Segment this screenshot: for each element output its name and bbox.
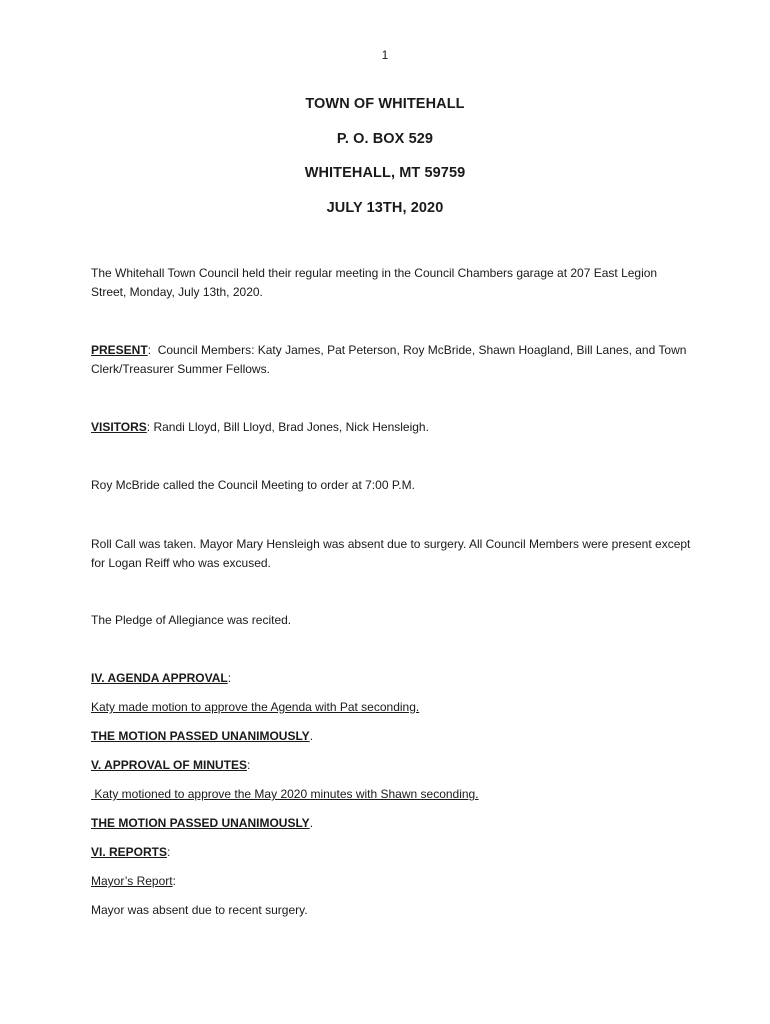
pledge-paragraph: The Pledge of Allegiance was recited. (91, 613, 292, 627)
roll-call-paragraph: Roll Call was taken. Mayor Mary Hensleigh was absent due to surgery. All Council Members were present except for Logan Reiff who was excused. (91, 537, 691, 570)
reports-heading (91, 843, 691, 862)
intro-paragraph: The Whitehall Town Council held their regular meeting in the Council Chambers garage at 207 East Legion Street, Monday, July 13th, 2020. (91, 266, 658, 299)
agenda-heading-separator: : (227, 671, 232, 685)
minutes-result (91, 814, 691, 833)
header-town-name: TOWN OF WHITEHALL (305, 96, 465, 112)
present-separator: : (147, 343, 152, 357)
minutes-heading (91, 756, 691, 775)
agenda-heading-label: IV. AGENDA APPROVAL (91, 671, 228, 685)
mayor-report-separator: : (172, 874, 176, 888)
present-paragraph (91, 341, 691, 379)
agenda-result (91, 727, 691, 746)
minutes-result-label: THE MOTION PASSED UNANIMOUSLY (91, 816, 310, 830)
agenda-heading (91, 669, 691, 688)
agenda-result-label: THE MOTION PASSED UNANIMOUSLY (91, 729, 310, 743)
mayor-report-text: Mayor was absent due to recent surgery. (91, 903, 308, 917)
present-text: Council Members: Katy James, Pat Peterson, Roy McBride, Shawn Hoagland, Bill Lanes, and Town Clerk/Treasurer Summer Fellows. (91, 343, 690, 376)
visitors-text: : Randi Lloyd, Bill Lloyd, Brad Jones, Nick Hensleigh. (146, 420, 429, 434)
reports-heading-label: VI. REPORTS (91, 845, 168, 859)
call-to-order-paragraph: Roy McBride called the Council Meeting to order at 7:00 P.M. (91, 478, 415, 492)
minutes-result-separator: . (309, 816, 314, 830)
header-city-state-zip: WHITEHALL, MT 59759 (304, 165, 466, 181)
reports-heading-separator: : (167, 845, 171, 859)
agenda-motion: Katy made motion to approve the Agenda with Pat seconding. (91, 700, 420, 714)
mayor-report-label: Mayor’s Report (91, 874, 173, 888)
header-meeting-date: JULY 13TH, 2020 (326, 199, 444, 216)
present-label: PRESENT (91, 343, 148, 357)
minutes-motion: Katy motioned to approve the May 2020 minutes with Shawn seconding. (91, 787, 479, 801)
visitors-paragraph (91, 418, 691, 437)
page-number: 1 (381, 48, 389, 62)
agenda-result-separator: . (309, 729, 314, 743)
minutes-heading-separator: : (247, 758, 251, 772)
header-po-box: P. O. BOX 529 (336, 130, 434, 147)
minutes-heading-label: V. APPROVAL OF MINUTES (91, 758, 248, 772)
mayor-report-heading (91, 872, 691, 891)
document-header (0, 94, 770, 232)
visitors-label: VISITORS (91, 420, 147, 434)
